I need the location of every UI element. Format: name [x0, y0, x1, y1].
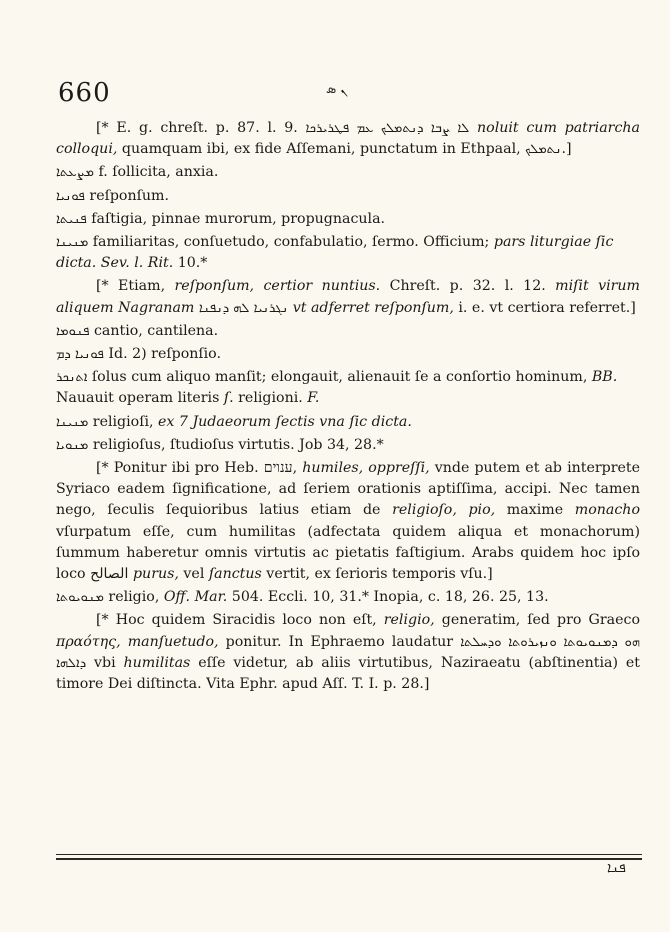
dictionary-entry [56, 587, 640, 608]
italic-text: πραότης, manſuetudo, [56, 633, 219, 650]
syriac-headword: ܦܢܝܬܐ [56, 211, 87, 227]
bottom-rule-thick [56, 858, 642, 860]
entry-text: Id. 2) reſponſio. [103, 346, 221, 363]
italic-text: humiles, oppreſſi, [302, 460, 430, 477]
entry-text: [* Etiam, [96, 278, 175, 295]
italic-text: reſponſum, certior nuntius. [174, 278, 381, 295]
entry-text: religioſi, [88, 413, 159, 430]
entry-text: religio, [103, 589, 164, 606]
italic-text: miſit virum aliquem Nagranam [56, 278, 641, 316]
dictionary-body [56, 118, 640, 697]
entry-text: ponitur. In Ephraemo laudatur [218, 633, 461, 650]
entry-text: maxime [495, 502, 575, 519]
syriac-headword: ܡܢܘܝܘܬܐ [56, 590, 104, 606]
syriac-headword: ܡܨܥܬܐ [56, 165, 94, 181]
dictionary-entry [56, 412, 640, 433]
dictionary-entry [56, 344, 640, 365]
entry-text: vnde putem et ab interprete Syriaco eadem ſignificatione, ad ſeriem orationis aptiſſima, accipi. Nec tamen nego, ſeculis ſequioribus latius etiam de [56, 460, 640, 519]
dictionary-entry [56, 435, 640, 456]
entry-text: reſponſum. [84, 187, 169, 204]
entry-text: .] [561, 141, 572, 158]
italic-text: Off. Mar. [163, 589, 228, 606]
italic-text: BB. [591, 369, 618, 386]
italic-text: humilitas [123, 654, 191, 671]
syriac-headword: ܠܐ ܨܒܐ ܕܢܬܡܠܟ ܥܡ ܦܛܪܝܪܟܐ [305, 121, 470, 136]
dictionary-entry [56, 367, 640, 409]
entry-text: 10.* [173, 255, 208, 272]
entry-text: religioſus, ſtudioſus virtutis. Job 34, 28.* [88, 436, 384, 453]
entry-text: cantio, cantilena. [89, 322, 219, 339]
dictionary-entry [56, 232, 640, 274]
italic-text: monacho [574, 502, 640, 519]
dictionary-entry [56, 209, 640, 230]
syriac-headword: ܡܢܝܢܐ [56, 235, 89, 251]
syriac-headword: ܗܘ ܕܡܢܘܝܘܬܐ ܘܢܙܝܪܘܬܐ ܘܕܚܠܬܐ ܕܐܠܗܐ [56, 634, 640, 671]
entry-text: vertit, ex ſerioris temporis vſu.] [261, 566, 493, 583]
entry-text: generatim, ſed pro Graeco [434, 612, 640, 629]
italic-text: noluit cum patriarcha colloqui, [56, 120, 640, 158]
italic-text: religio, [383, 612, 435, 629]
entry-note [56, 610, 640, 695]
italic-text: pars liturgiae ſic dicta. Sev. l. Rit. [56, 234, 614, 272]
entry-text [469, 120, 477, 136]
italic-text: religioſo, pio, [392, 502, 496, 519]
italic-text: ſanctus [208, 566, 262, 583]
page-number: 660 [58, 78, 111, 108]
syriac-headword: ܡܢܝܢܐ [56, 414, 89, 430]
entry-note [56, 118, 640, 160]
entry-text: Chreſt. p. 32. l. 12. [380, 278, 556, 295]
entry-text: i. e. vt certiora referret.] [453, 299, 636, 316]
entry-text: f. ſollicita, anxia. [93, 164, 219, 181]
italic-text: ſ. [223, 390, 234, 407]
syriac-headword: ܡܢܘܝܐ [56, 437, 89, 453]
entry-text: [* Hoc quidem Siracidis loco non eſt, [96, 612, 384, 629]
entry-text: faſtigia, pinnae murorum, propugnacula. [86, 210, 386, 227]
entry-text: vbi [86, 654, 124, 671]
entry-text: 504. Eccli. 10, 31.* Inopia, c. 18, 26. 25, 13. [227, 589, 549, 606]
bottom-rule [56, 854, 642, 855]
entry-note [56, 276, 640, 318]
catchword: ܦܢܐ [607, 860, 626, 876]
italic-text: ex 7 Judaeorum ſectis vna ſic dicta. [158, 413, 412, 430]
syriac-headword: ܦܢܘܡܐ [56, 323, 90, 339]
syriac-headword: ܐܬܢܟܪ [56, 370, 88, 386]
entry-note [56, 458, 640, 585]
running-head: ܢ ܣ [326, 82, 348, 97]
dictionary-entry [56, 162, 640, 183]
entry-text: [* Ponitur ibi pro Heb. ענוים, [96, 460, 303, 477]
syriac-headword: ܦܘܢܝܐ ܕܡ [56, 347, 104, 363]
syriac-headword: ܢܬܡܠܟ [525, 142, 562, 158]
dictionary-entry [56, 186, 640, 207]
entry-text: eſſe videtur, ab aliis virtutibus, Naziraeatu (abſtinentia) et timore Dei diſtincta. Vita Ephr. apud Aſſ. T. I. p. 28.] [56, 654, 640, 693]
entry-text: Nauauit operam literis [56, 390, 224, 407]
entry-text: vſurpatum eſſe, cum humilitas (adfectata quidem aliqua et monachorum) ſummum haberetur omnis virtutis ac pietatis faſtigium. Arabs quidem hoc ipſo loco الصالح [56, 523, 640, 583]
entry-text: vel [178, 566, 209, 583]
dictionary-entry [56, 321, 640, 342]
italic-text: purus, [132, 566, 179, 583]
italic-text: F. [307, 390, 320, 407]
entry-text: religioni. [233, 390, 308, 407]
entry-text: ſolus cum aliquo manſit; elongauit, alienauit ſe a conſortio hominum, [87, 369, 592, 386]
entry-text: familiaritas, conſuetudo, confabulatio, ſermo. Officium; [88, 234, 494, 251]
entry-text: quamquam ibi, ex fide Aſſemani, punctatum in Ethpaal, [117, 141, 526, 158]
syriac-headword: ܢܓܪܢܝܐ ܠܗ ܕܢܦܢܐ [198, 300, 289, 316]
syriac-headword: ܦܘܢܝܐ [56, 188, 85, 204]
entry-text: [* E. g. chreſt. p. 87. l. 9. [96, 120, 306, 136]
italic-text: vt adferret reſponſum, [292, 299, 454, 316]
